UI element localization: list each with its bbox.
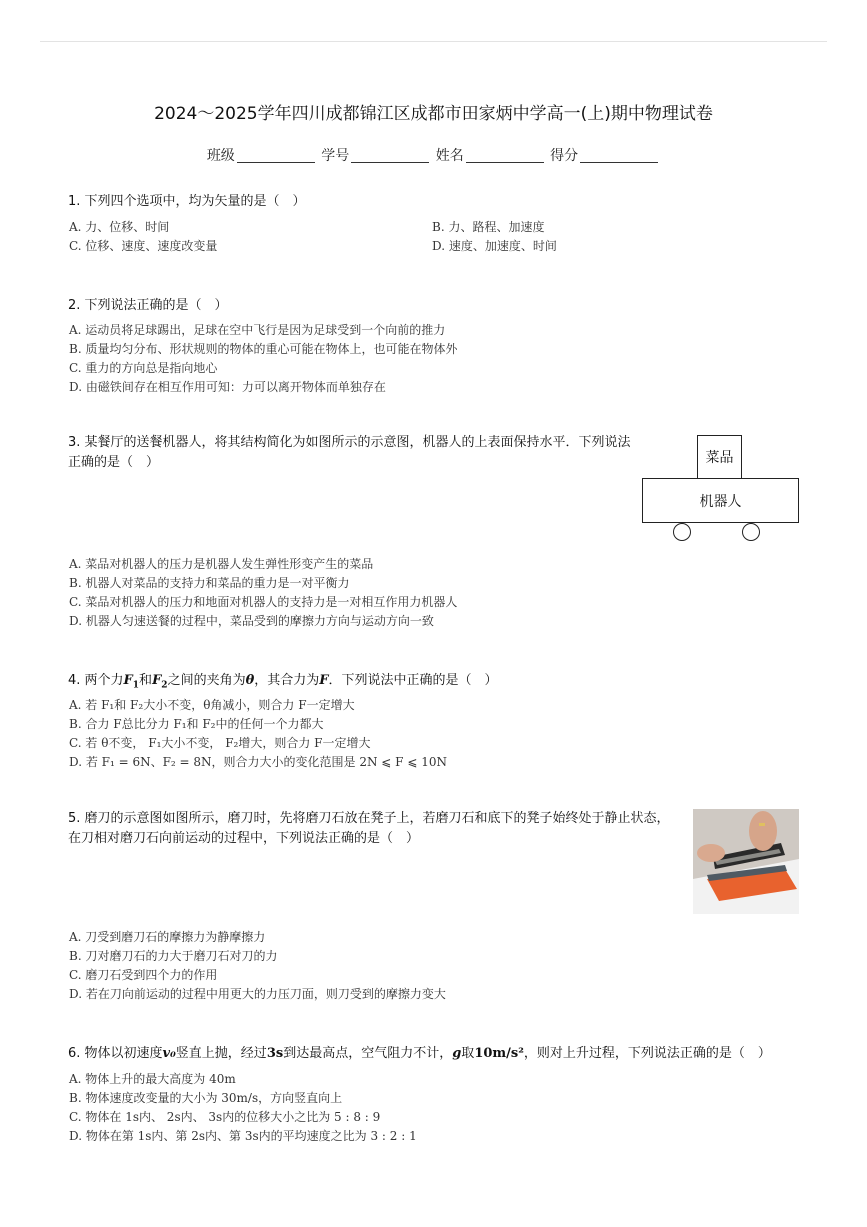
question-6-stem [68,1042,771,1061]
right-wheel [742,523,760,541]
id-label: 学号 [321,148,350,164]
question-3-option-a[interactable]: A. 菜品对机器人的压力是机器人发生弹性形变产生的菜品 [69,557,374,571]
question-5-option-a[interactable]: A. 刀受到磨刀石的摩擦力为静摩擦力 [69,930,266,944]
robot-body [642,478,799,523]
question-4-option-c[interactable]: C. 若 θ不变， F₁大小不变， F₂增大，则合力 F一定增大 [69,736,371,750]
question-2-option-c[interactable]: C. 重力的方向总是指向地心 [69,361,218,375]
q4-f2: F [152,673,162,688]
question-1-stem: 1. 下列四个选项中，均为矢量的是（ ） [68,194,306,209]
q4-f1: F [123,673,133,688]
knife-sharpening-photo [693,809,799,914]
question-5-option-d[interactable]: D. 若在刀向前运动的过程中用更大的力压刀面，则刀受到的摩擦力变大 [69,987,446,1001]
question-6-option-c[interactable]: C. 物体在 1s内、 2s内、 3s内的位移大小之比为 5 : 8 : 9 [69,1110,381,1124]
robot-label: 机器人 [699,493,742,510]
q6-text-3: 到达最高点，空气阻力不计， [283,1046,453,1061]
student-info-row [0,145,867,165]
exam-title: 2024～2025学年四川成都锦江区成都市田家炳中学高一(上)期中物理试卷 [154,104,713,124]
name-blank[interactable] [466,148,544,163]
q4-text-2: 和 [139,673,153,688]
question-4-option-a[interactable]: A. 若 F₁和 F₂大小不变，θ角减小，则合力 F一定增大 [69,698,355,712]
question-6-option-d[interactable]: D. 物体在第 1s内、第 2s内、第 3s内的平均速度之比为 3 : 2 : 1 [69,1129,417,1143]
q4-text-4: ，其合力为 [254,673,320,688]
left-wheel [673,523,691,541]
question-3-stem: 3. 某餐厅的送餐机器人，将其结构简化为如图所示的示意图，机器人的上表面保持水平．下列说法正确的是（ ） [68,435,631,470]
question-2-option-d[interactable]: D. 由磁铁间存在相互作用可知：力可以离开物体而单独存在 [69,380,386,394]
id-blank[interactable] [351,148,429,163]
question-5-option-c[interactable]: C. 磨刀石受到四个力的作用 [69,968,218,982]
question-5-option-b[interactable]: B. 刀对磨刀石的力大于磨刀石对刀的力 [69,949,278,963]
question-6-option-a[interactable]: A. 物体上升的最大高度为 40m [69,1072,236,1086]
q6-time: 3s [266,1046,284,1061]
q4-text-5: ．下列说法中正确的是（ ） [328,673,498,688]
top-divider [40,41,827,42]
q4-theta: θ [245,673,255,688]
q6-v0: v₀ [162,1046,176,1061]
question-4-stem [68,669,498,691]
question-4-option-d[interactable]: D. 若 F₁ = 6N、F₂ = 8N，则合力大小的变化范围是 2N ⩽ F ⩽ 10N [69,755,447,769]
class-blank[interactable] [237,148,315,163]
q6-g: g [452,1046,462,1061]
score-label: 得分 [550,148,579,164]
question-3-option-c[interactable]: C. 菜品对机器人的压力和地面对机器人的支持力是一对相互作用力机器人 [69,595,458,609]
q4-f: F [319,673,329,688]
question-3-option-b[interactable]: B. 机器人对菜品的支持力和菜品的重力是一对平衡力 [69,576,350,590]
question-1-option-d[interactable]: D. 速度、加速度、时间 [432,239,557,253]
question-2-stem: 2. 下列说法正确的是（ ） [68,298,228,313]
name-label: 姓名 [435,148,464,164]
q6-text-2: 竖直上抛，经过 [175,1046,267,1061]
q4-f2-sub: 2 [161,680,168,691]
question-4-option-b[interactable]: B. 合力 F总比分力 F₁和 F₂中的任何一个力都大 [69,717,324,731]
q6-g-value: 10m/s² [474,1046,524,1061]
question-3-option-d[interactable]: D. 机器人匀速送餐的过程中，菜品受到的摩擦力方向与运动方向一致 [69,614,434,628]
score-blank[interactable] [580,148,658,163]
q6-text-4: 取 [461,1046,475,1061]
q6-text-1: 6. 物体以初速度 [68,1046,163,1061]
q4-text-3: 之间的夹角为 [167,673,246,688]
dish-label: 菜品 [705,450,734,466]
q4-text-1: 4. 两个力 [68,673,124,688]
question-5-stem: 5. 磨刀的示意图如图所示，磨刀时，先将磨刀石放在凳子上，若磨刀石和底下的凳子始终处于静止状态，在刀相对磨刀石向前运动的过程中，下列说法正确的是（ ） [68,811,670,846]
question-2-option-a[interactable]: A. 运动员将足球踢出，足球在空中飞行是因为足球受到一个向前的推力 [69,323,446,337]
question-1-option-c[interactable]: C. 位移、速度、速度改变量 [69,239,218,253]
q6-text-5: ，则对上升过程，下列说法正确的是（ ） [523,1046,771,1061]
question-2-option-b[interactable]: B. 质量均匀分布、形状规则的物体的重心可能在物体上，也可能在物体外 [69,342,458,356]
question-1-option-b[interactable]: B. 力、路程、加速度 [432,220,545,234]
question-6-option-b[interactable]: B. 物体速度改变量的大小为 30m/s，方向竖直向上 [69,1091,343,1105]
question-1-option-a[interactable]: A. 力、位移、时间 [69,220,170,234]
q4-f1-sub: 1 [132,680,140,691]
class-label: 班级 [206,148,235,164]
dish-box [697,435,742,479]
